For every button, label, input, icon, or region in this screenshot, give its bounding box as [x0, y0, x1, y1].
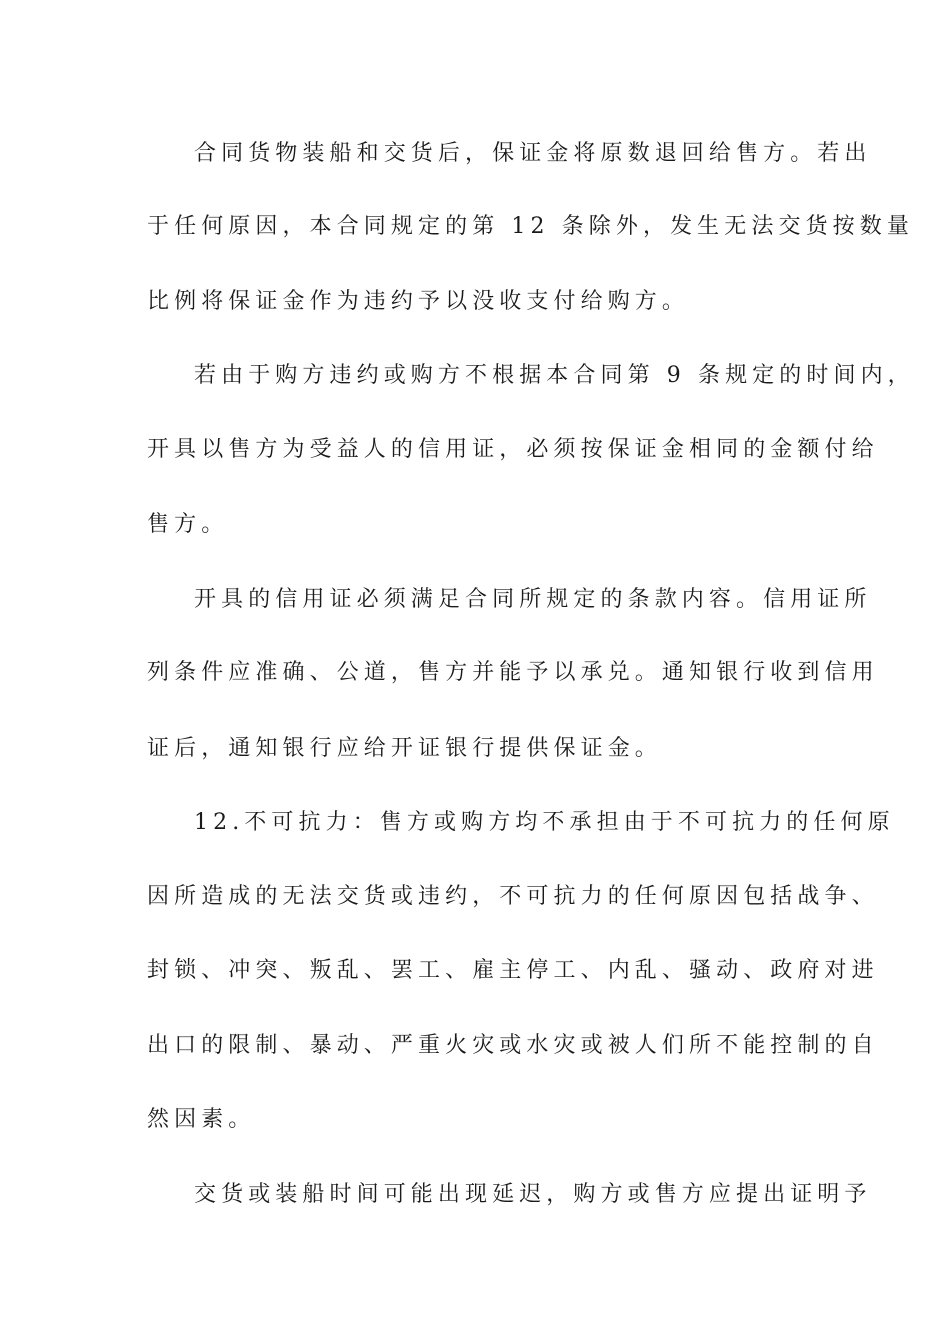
paragraph-line: 合同货物装船和交货后，保证金将原数退回给售方。若出	[194, 141, 872, 166]
paragraph-line: 12.不可抗力：售方或购方均不承担由于不可抗力的任何原	[194, 810, 895, 835]
paragraph-line: 证后，通知银行应给开证银行提供保证金。	[147, 736, 662, 761]
paragraph-line: 于任何原因，本合同规定的第 12 条除外，发生无法交货按数量	[147, 214, 914, 239]
paragraph-line: 比例将保证金作为违约予以没收支付给购方。	[147, 289, 690, 314]
paragraph-line: 因所造成的无法交货或违约，不可抗力的任何原因包括战争、	[147, 884, 879, 909]
paragraph-line: 开具以售方为受益人的信用证，必须按保证金相同的金额付给	[147, 437, 879, 462]
paragraph-line: 开具的信用证必须满足合同所规定的条款内容。信用证所	[194, 587, 872, 612]
paragraph-line: 交货或装船时间可能出现延迟，购方或售方应提出证明予	[194, 1182, 872, 1207]
paragraph-line: 封锁、冲突、叛乱、罢工、雇主停工、内乱、骚动、政府对进	[147, 958, 879, 983]
paragraph-line: 若由于购方违约或购方不根据本合同第 9 条规定的时间内，	[194, 363, 915, 388]
paragraph-line: 列条件应准确、公道，售方并能予以承兑。通知银行收到信用	[147, 660, 879, 685]
paragraph-line: 出口的限制、暴动、严重火灾或水灾或被人们所不能控制的自	[147, 1033, 879, 1058]
paragraph-line: 售方。	[147, 512, 229, 537]
paragraph-line: 然因素。	[147, 1107, 256, 1132]
